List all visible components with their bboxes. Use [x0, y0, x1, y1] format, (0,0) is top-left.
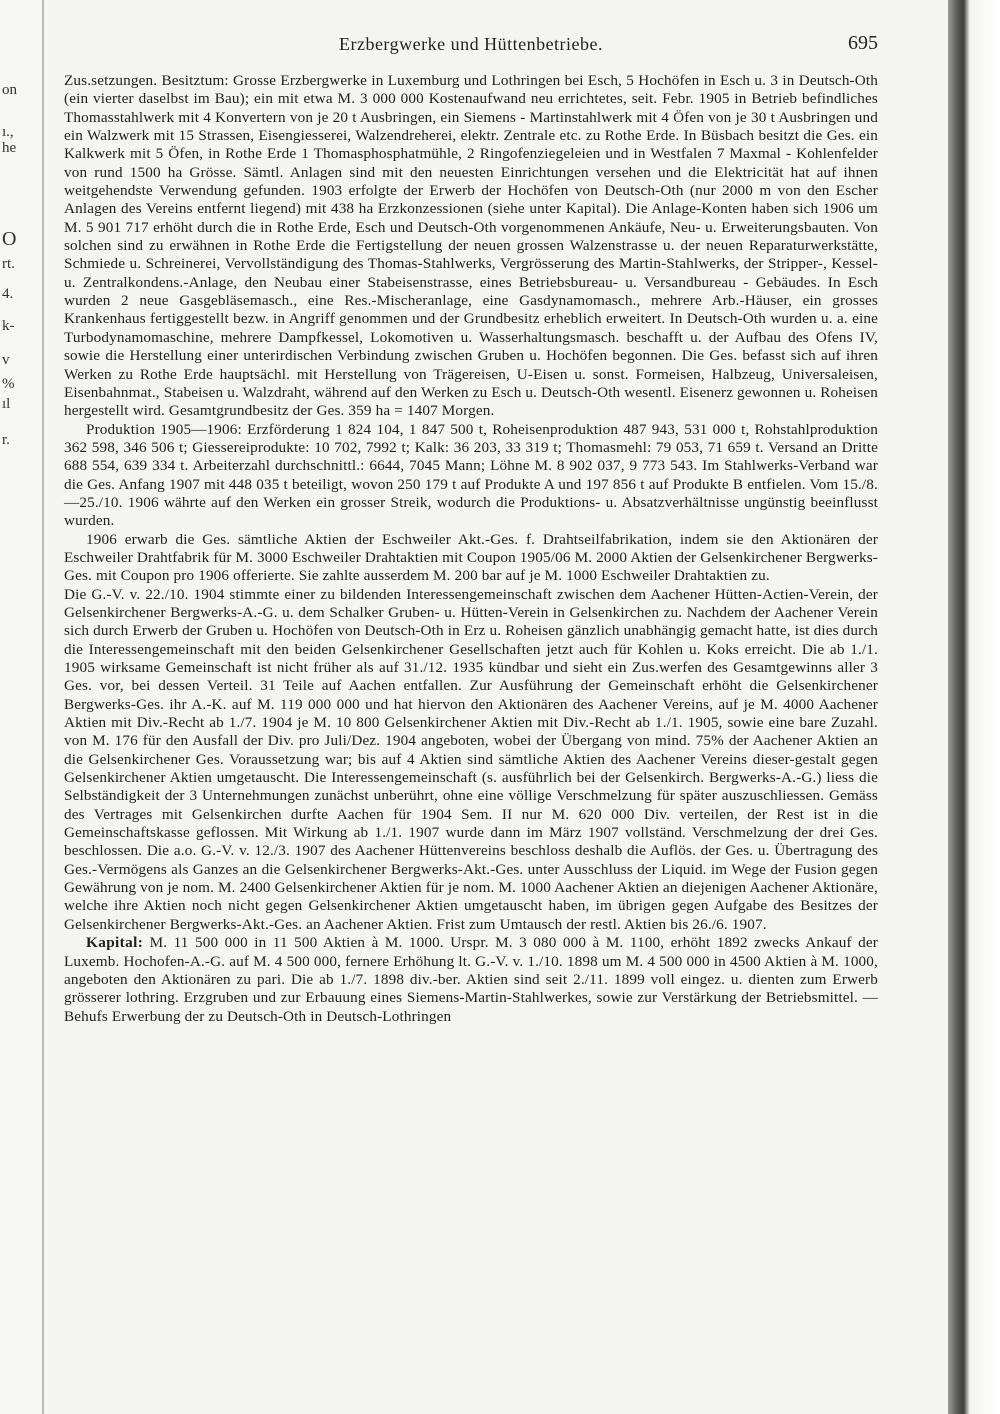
margin-fragment: 4. [2, 286, 14, 302]
margin-fragment: k- [2, 318, 15, 334]
margin-fragment: rt. [2, 256, 15, 272]
margin-fragment: v [2, 352, 10, 368]
running-title: Erzbergwerke und Hüttenbetriebe. [338, 34, 604, 54]
paragraph-kapital [64, 934, 878, 1026]
paragraph-besitztum: Zus.setzungen. Besitztum: Grosse Erzbergwerke in Luxemburg und Lothringen bei Esch, 5 Hochöfen in Esch u. 3 in Deutsch-Oth (ein vierter daselbst im Bau); ein mit etwa M. 3 000 000 Kostenaufwand neu errichtetes, seit. Febr. 1905 in Betrieb befindliches Thomasstahlwerk mit 4 Konvertern von je 20 t Ausbringen, ein Siemens - Martinstahlwerk mit 4 Öfen von je 30 t Ausbringen und ein Walzwerk mit 15 Strassen, Eisengiesserei, Walzendreherei, elektr. Zentrale etc. zu Rothe Erde. In Büsbach besitzt die Ges. ein Kalkwerk mit 5 Öfen, in Rothe Erde 1 Thomasphosphatmühle, 2 Ringofenziegeleien und in Westfalen 7 Maxmal - Kohlenfelder von rund 1500 ha Grösse. Sämtl. Anlagen sind mit den neuesten Einrichtungen versehen und die Elektricität hat auf ihnen weitgehendste Verwendung gefunden. 1903 erfolgte der Erwerb der Hochöfen von Deutsch-Oth (nur 2000 m von den Escher Anlagen des Vereins entfernt liegend) mit 438 ha Erzkonzessionen (siehe unter Kapital). Die Anlage-Konten haben sich 1906 um M. 5 901 717 erhöht durch die in Rothe Erde, Esch und Deutsch-Oth vorgenommenen Ankäufe, Neu- u. Erweiterungsbauten. Von solchen sind zu erwähnen in Rothe Erde die Fertigstellung der neuen grossen Walzenstrasse u. der neuen Reparaturwerkstätte, Schmiede u. Schreinerei, Vervollständigung des Thomas-Stahlwerks, Vergrösserung des Martin-Stahlwerks, der Stripper-, Kessel- u. Zentralkondens.-Anlage, den Neubau einer Stabeisenstrasse, eines Betriebsbureau- u. Versandbureau - Gebäudes. In Esch wurden 2 neue Gasgebläsemasch., eine Res.-Mischeranlage, eine Gasdynamomasch., mehrere Arb.-Häuser, ein grosses Krankenhaus fertiggestellt bezw. in Angriff genommen und der Grundbesitz erheblich erweitert. In Deutsch-Oth wurden u. a. eine Turbodynamomaschine, mehrere Dampfkessel, Lokomotiven u. Wasserhaltungsmasch. beschafft u. der Aufbau des Ofens IV, sowie die Herstellung einer unterirdischen Verbindung zwischen Gruben u. Hochöfen begonnen. Die Ges. befasst sich auf ihren Werken zu Rothe Erde hauptsächl. mit Herstellung von Trägereisen, U-Eisen u. sonst. Formeisen, Halbzeug, Universaleisen, Eisenbahnmat., Stabeisen u. Walzdraht, während auf den Werken zu Esch u. Deutsch-Oth wesentl. Eisenerz gewonnen u. Roheisen hergestellt wird. Gesamtgrundbesitz der Ges. 359 ha = 1407 Morgen. [64, 72, 878, 420]
margin-fragment: ı., [2, 124, 14, 140]
paragraph-produktion: Produktion 1905—1906: Erzförderung 1 824 104, 1 847 500 t, Roheisenproduktion 487 943, 531 000 t, Rohstahlproduktion 362 598, 346 506 t; Giessereiprodukte: 10 702, 7992 t; Kalk: 36 203, 33 319 t; Thomasmehl: 79 053, 71 659 t. Versand an Dritte 688 554, 639 334 t. Arbeiterzahl durchschnittl.: 6644, 7045 Mann; Löhne M. 8 902 037, 9 773 543. Im Stahlwerks-Verband war die Ges. Anfang 1907 mit 448 035 t beteiligt, wovon 250 179 t auf Produkte A und 197 856 t auf Produkte B entfielen. Vom 15./8.—25./10. 1906 währte auf den Werken ein grosser Streik, wodurch die Produktions- u. Absatzverhältnisse ungünstig beeinflusst wurden. [64, 420, 878, 530]
kapital-text: M. 11 500 000 in 11 500 Aktien à M. 1000. Urspr. M. 3 080 000 à M. 1100, erhöht 1892 zwecks Ankauf der Luxemb. Hochofen-A.-G. auf M. 4 500 000, fernere Erhöhung lt. G.-V. v. 1./10. 1898 um M. 4 500 000 in 4500 Aktien à M. 1000, angeboten den Aktionären zu pari. Die ab 1./7. 1898 div.-ber. Aktien sind seit 2./11. 1899 voll eingez. u. dienten zum Erwerb grösserer lothring. Erzgruben und zur Erbauung eines Siemens-Martin-Stahlwerkes, sowie zur Verstärkung der Betriebsmittel. — Behufs Erwerbung der zu Deutsch-Oth in Deutsch-Lothringen [64, 934, 878, 1025]
margin-fragment: ıl [2, 396, 11, 412]
margin-fragment: he [2, 140, 17, 156]
margin-fragment: on [2, 82, 17, 98]
book-page [64, 28, 878, 1026]
margin-fragment: r. [2, 432, 10, 448]
margin-fragment: O [2, 228, 17, 250]
page-number: 695 [848, 32, 878, 54]
paragraph-interessengemeinschaft: Die G.-V. v. 22./10. 1904 stimmte einer zu bildenden Interessengemeinschaft zwischen dem Aachener Hütten-Actien-Verein, der Gelsenkirchener Bergwerks-A.-G. u. dem Schalker Gruben- u. Hütten-Verein in Gelsenkirchen zu. Nachdem der Aachener Verein sich durch Erwerb der Gruben u. Hochöfen von Deutsch-Oth in Erz u. Roheisen gänzlich unabhängig gemacht hatte, ist dies durch die Interessengemeinschaft mit den beiden Gelsenkirchener Gesellschaften jetzt auch für Kohlen u. Koks erreicht. Die ab 1./1. 1905 wirksame Gemeinschaft ist nicht früher als auf 31./12. 1935 kündbar und sieht ein Zus.werfen des Gesamtgewinns aller 3 Ges. vor, bei dessen Verteil. 31 Teile auf Aachen entfallen. Zur Ausführung der Gemeinschaft erhöht die Gelsenkirchener Bergwerks-Ges. ihr A.-K. auf M. 119 000 000 und hat hiervon den Aktionären des Aachener Vereins, auf je M. 4000 Aachener Aktien mit Div.-Recht ab 1./7. 1904 je M. 10 800 Gelsenkirchener Aktien mit Div.-Recht ab 1./1. 1905, sowie eine bare Zuzahl. von M. 176 für den Ausfall der Div. pro Juli/Dez. 1904 angeboten, wobei der Übergang von mind. 75% der Aachener Aktien an die Gelsenkirchener Ges. Voraussetzung war; bis auf 4 Aktien sind sämtliche Aktien des Aachener Vereins dieser-gestalt gegen Gelsenkirchener Aktien umgetauscht. Die Interessengemeinschaft (s. ausführlich bei der Gelsenkirch. Bergwerks-A.-G.) liess die Selbständigkeit der 3 Unternehmungen zunächst unberührt, ohne eine völlige Verschmelzung für später auszuschliessen. Gemäss des Vertrages mit Gelsenkirchen durfte Aachen für 1904 Sem. II nur M. 620 000 Div. verteilen, der Rest ist in die Gemeinschaftskasse geflossen. Mit Wirkung ab 1./1. 1907 wurde dann im März 1907 vollständ. Verschmelzung der drei Ges. beschlossen. Die a.o. G.-V. v. 12./3. 1907 des Aachener Hüttenvereins beschloss deshalb die Auflös. der Ges. u. Übertragung des Ges.-Vermögens als Ganzes an die Gelsenkirchener Bergwerks-Akt.-Ges. unter Ausschluss der Liquid. im Wege der Fusion gegen Gewährung von je nom. M. 2400 Gelsenkirchener Aktien für je nom. M. 1000 Aachener Aktien an diejenigen Aachener Aktionäre, welche ihre Aktien noch nicht gegen Gelsenkirchener Aktien umgetauscht haben, im übrigen gegen Aufgabe des Besitzes der Gelsenkirchener Bergwerks-Akt.-Ges. an Aachener Aktien. Frist zum Umtausch der restl. Aktien bis 26./6. 1907. [64, 585, 878, 933]
article-body [64, 72, 878, 1026]
page-header [64, 28, 878, 60]
paragraph-eschweiler: 1906 erwarb die Ges. sämtliche Aktien der Eschweiler Akt.-Ges. f. Drahtseilfabrikation, indem sie den Aktionären der Eschweiler Drahtfabrik für M. 3000 Eschweiler Drahtaktien mit Coupon 1905/06 M. 2000 Aktien der Gelsenkirchener Bergwerks-Ges. mit Coupon pro 1906 offerierte. Sie zahlte ausserdem M. 200 bar auf je M. 1000 Eschweiler Drahtaktien zu. [64, 530, 878, 585]
kapital-label: Kapital: [86, 934, 144, 952]
margin-fragment: % [2, 376, 15, 392]
page-binding-shadow [948, 0, 1000, 1414]
left-page-edge [0, 0, 44, 1414]
